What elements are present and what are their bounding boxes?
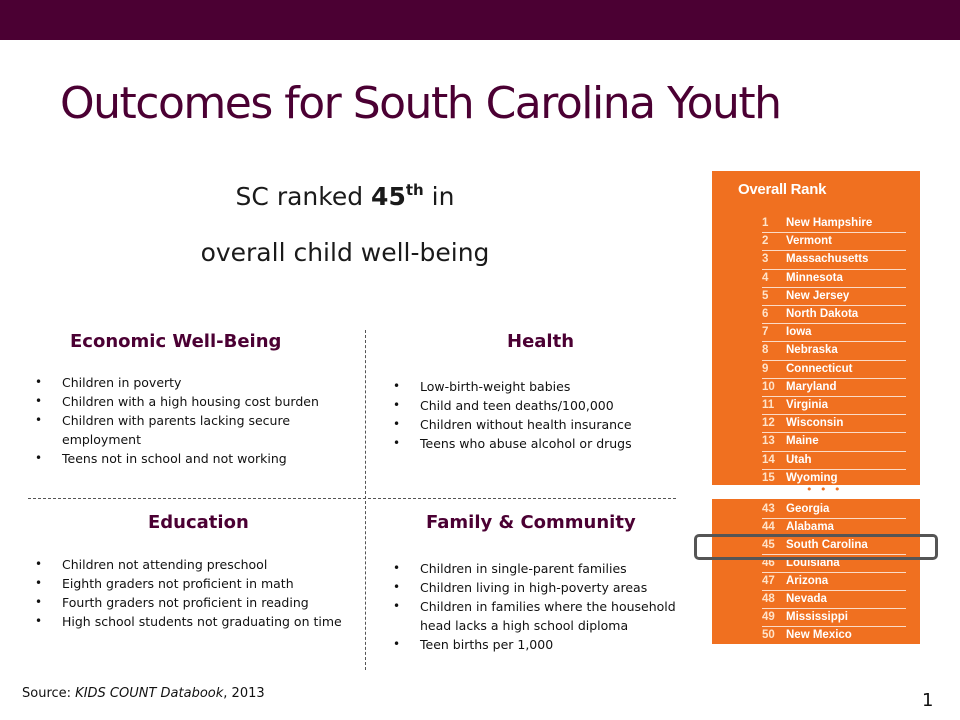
headline-prefix: SC ranked [235, 182, 372, 211]
list-item: • Children in families where the household head lacks a high school diploma [390, 597, 690, 635]
rank-number: 15 [762, 471, 775, 484]
rank-number: 49 [762, 611, 775, 623]
rank-state: Georgia [786, 503, 830, 515]
rank-state: Wyoming [786, 471, 838, 484]
rank-state: New Jersey [786, 289, 850, 302]
rank-number: 46 [762, 557, 775, 569]
headline-suffix: th [405, 181, 424, 199]
rank-number: 4 [762, 271, 769, 284]
ellipsis-dots: • • • [806, 483, 843, 496]
list-item: • Child and teen deaths/100,000 [390, 396, 680, 415]
rank-state: Louisiana [786, 557, 840, 569]
rank-state: New Hampshire [786, 217, 873, 229]
rank-number: 8 [762, 344, 769, 357]
rank-row [762, 233, 906, 251]
rank-row [762, 288, 906, 306]
list-item: • Children with parents lacking secure employment [32, 411, 352, 449]
rank-row [762, 627, 906, 645]
source-label: Source: [22, 686, 76, 701]
rank-state: Nebraska [786, 344, 838, 357]
rank-number: 43 [762, 503, 775, 515]
source-citation [22, 686, 265, 701]
rank-number: 3 [762, 253, 769, 266]
rank-number: 6 [762, 308, 769, 320]
rank-row [762, 215, 906, 233]
rank-row [762, 251, 906, 269]
list-item: • Children not attending preschool [32, 555, 362, 574]
family-community-list [390, 559, 690, 654]
rank-row [762, 361, 906, 379]
rank-state: Utah [786, 453, 812, 466]
rank-row [762, 397, 906, 415]
rank-row [762, 591, 906, 609]
rank-state: Mississippi [786, 611, 848, 623]
quadrant-divider-vertical [365, 330, 366, 670]
list-item: • Teens not in school and not working [32, 449, 352, 468]
rank-row [762, 609, 906, 627]
list-item: • Teen births per 1,000 [390, 635, 690, 654]
overall-rank-top-panel [712, 171, 920, 485]
rank-number: 13 [762, 435, 775, 448]
list-item: • Fourth graders not proficient in reading [32, 593, 362, 612]
rank-state: Alabama [786, 521, 834, 533]
economic-well-being-title: Economic Well-Being [70, 331, 282, 352]
rank-number: 14 [762, 453, 775, 466]
rank-state: New Mexico [786, 629, 852, 641]
ranking-headline [0, 182, 690, 211]
rank-state: Arizona [786, 575, 829, 587]
ranking-subheadline: overall child well-being [200, 238, 490, 267]
rank-number: 45 [762, 539, 775, 551]
list-item: • High school students not graduating on time [32, 612, 362, 631]
overall-rank-bottom-panel [712, 499, 920, 644]
rank-number: 1 [762, 217, 769, 229]
list-item: • Children in poverty [32, 373, 352, 392]
health-title: Health [507, 331, 575, 352]
headline-rank: 45 [371, 182, 406, 211]
rank-state: Wisconsin [786, 417, 844, 430]
rank-row [762, 379, 906, 397]
rank-number: 48 [762, 593, 775, 605]
rank-number: 10 [762, 380, 775, 393]
rank-state: South Carolina [786, 539, 868, 551]
south-carolina-highlight [694, 534, 938, 560]
source-year: , 2013 [223, 686, 265, 701]
headline-after: in [423, 182, 455, 211]
slide-title: Outcomes for South Carolina Youth [60, 78, 781, 129]
rank-row [762, 433, 906, 451]
rank-number: 47 [762, 575, 775, 587]
rank-state: Vermont [786, 235, 833, 248]
rank-number: 9 [762, 362, 769, 375]
rank-number: 7 [762, 326, 769, 339]
rank-state: Massachusetts [786, 253, 869, 266]
rank-row [762, 270, 906, 288]
rank-number: 50 [762, 629, 775, 641]
rank-row [762, 452, 906, 470]
overall-rank-title: Overall Rank [738, 181, 827, 198]
rank-state: Maryland [786, 380, 837, 393]
list-item: • Low-birth-weight babies [390, 377, 680, 396]
rank-number: 11 [762, 399, 775, 411]
education-list [32, 555, 362, 631]
education-title: Education [148, 512, 249, 533]
family-community-title: Family & Community [426, 512, 636, 533]
rank-state: North Dakota [786, 308, 859, 320]
rank-number: 12 [762, 417, 775, 430]
rank-state: Iowa [786, 326, 812, 339]
list-item: • Children in single-parent families [390, 559, 690, 578]
rank-state: Minnesota [786, 271, 843, 284]
rank-row [762, 501, 906, 519]
list-item: • Children without health insurance [390, 415, 680, 434]
page-number: 1 [922, 690, 934, 711]
quadrant-divider-horizontal [28, 498, 676, 499]
rank-state: Virginia [786, 399, 828, 411]
list-item: • Children with a high housing cost burden [32, 392, 352, 411]
rank-number: 5 [762, 289, 769, 302]
rank-number: 2 [762, 235, 769, 248]
rank-row [762, 306, 906, 324]
rank-row [762, 324, 906, 342]
economic-well-being-list [32, 373, 352, 468]
rank-state: Connecticut [786, 362, 853, 375]
list-item: • Eighth graders not proficient in math [32, 574, 362, 593]
rank-number: 44 [762, 521, 775, 533]
list-item: • Teens who abuse alcohol or drugs [390, 434, 680, 453]
source-title: KIDS COUNT Databook [75, 686, 224, 701]
rank-row [762, 573, 906, 591]
health-list [390, 377, 680, 453]
rank-row [762, 342, 906, 360]
rank-state: Nevada [786, 593, 827, 605]
rank-row [762, 415, 906, 433]
rank-state: Maine [786, 435, 819, 448]
header-bar [0, 0, 960, 40]
list-item: • Children living in high-poverty areas [390, 578, 690, 597]
